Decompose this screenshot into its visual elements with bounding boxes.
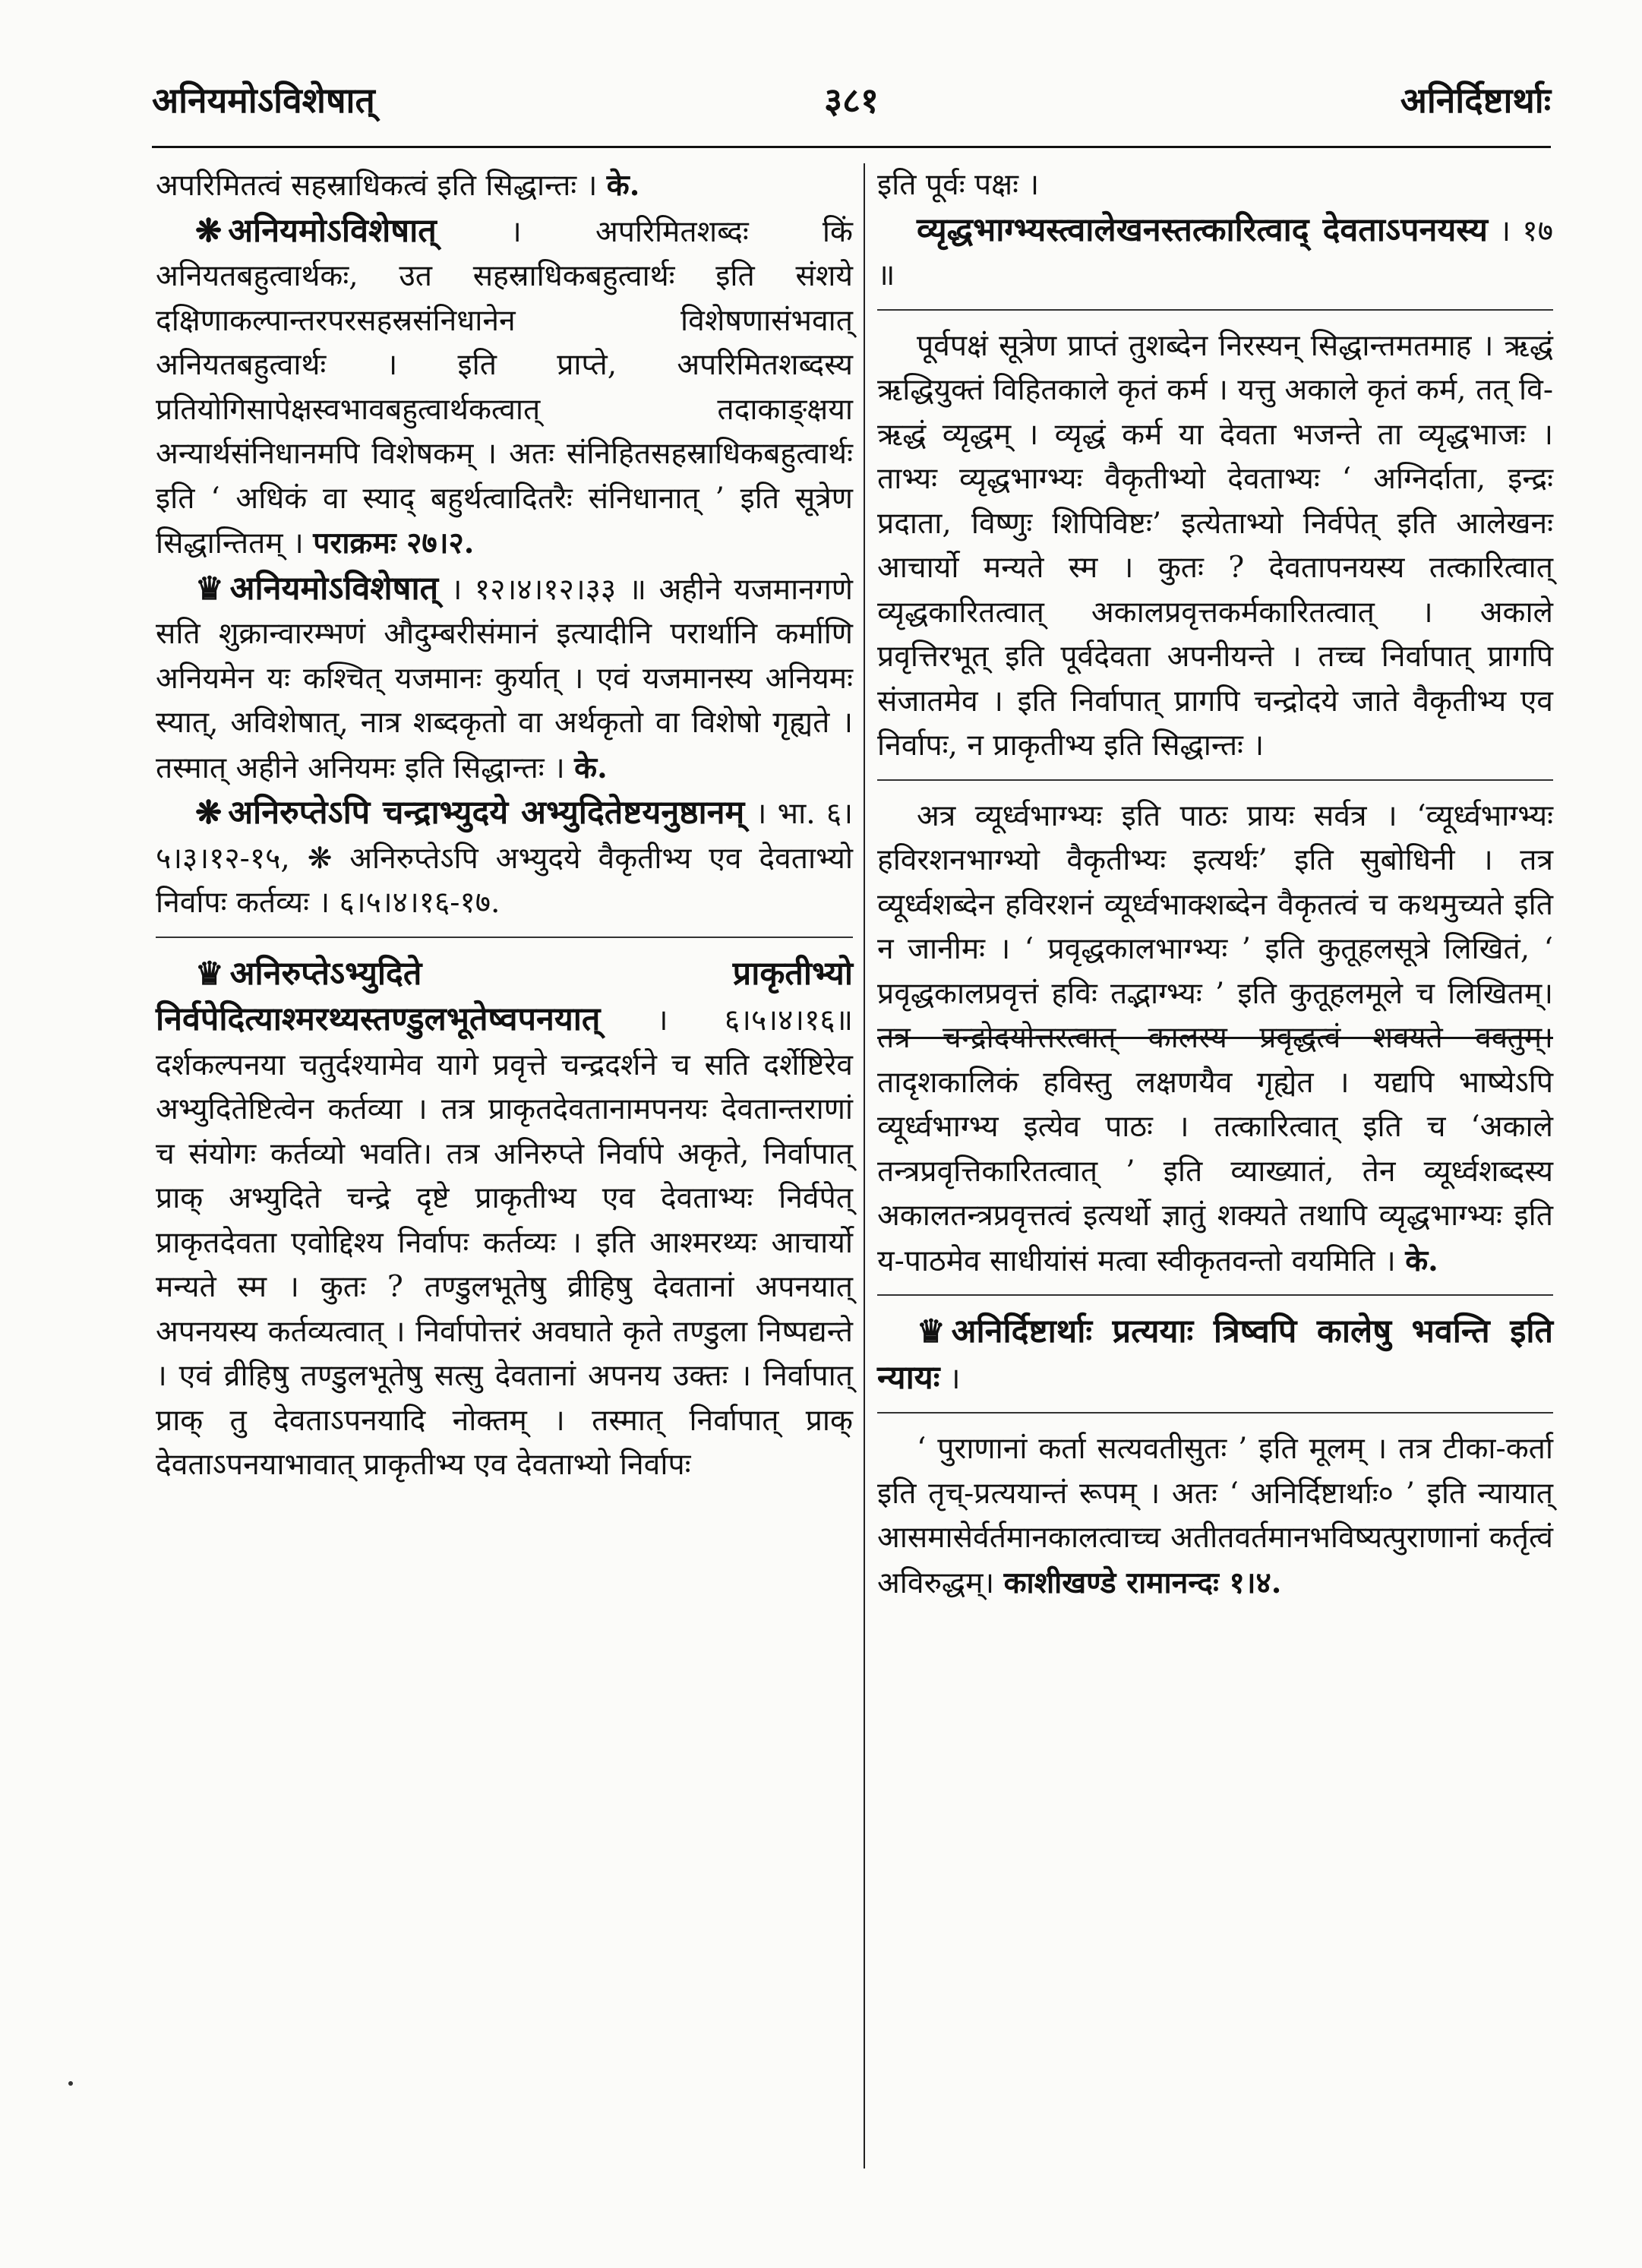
entry-heading: अनिरुप्तेऽभ्युदिते प्राकृतीभ्यो निर्वपेदित्याश्मरथ्यस्तण्डुलभूतेष्वपनयात् [156,954,853,1038]
paragraph [877,1427,1553,1606]
entry-text-continued: तादृशकालिकं हविस्तु लक्षणयैव गृह्येत । यद्यपि भाष्येऽपि व्यूर्ध्वभाग्भ्य इत्येव पाठः । तत्कारित्वात् इति च ‘अकाले तन्त्रप्रवृत्तिकारितत्वात् ’ इति व्याख्यातं, तेन व्यूर्ध्वशब्दस्य अकालतन्त्रप्रवृत्तत्वं इत्यर्थो ज्ञातुं शक्यते तथापि व्यृद्धभाग्भ्यः इति य-पाठमेव साधीयांसं मत्वा स्वीकृतवन्तो वयमिति । [877,1065,1553,1278]
source-reference: के. [606,168,640,203]
text-block [156,209,853,567]
entry-marker-icon: ♛ [917,1312,946,1350]
entry-heading: अनियमोऽविशेषात् [228,211,437,250]
entry-text: । भा. ६।५।३।१२-१५, ❋ अनिरुप्तेऽपि अभ्युदये वैकृतीभ्य एव देवताभ्यो निर्वापः कर्तव्यः । ६।५।४।१६-१७. [156,797,853,920]
entry-text: । १७ ॥ [877,213,1553,292]
struck-text: तत्र चन्द्रोदयोत्तरत्वात् कालस्य प्रवृद्धत्वं शक्यते वक्तुम्। [877,1021,1553,1055]
entry-marker-icon: ❋ [195,211,223,249]
paragraph [877,1309,1553,1401]
text-block [877,794,1553,1284]
paragraph [877,208,1553,299]
section-separator [877,1294,1553,1296]
entry-heading: अनिर्दिष्टार्थाः प्रत्ययाः त्रिष्वपि कालेषु भवन्ति इति न्यायः [877,1312,1553,1397]
entry-text: अपरिमितत्वं सहस्राधिकत्वं इति सिद्धान्तः । [156,169,598,203]
source-reference: पराक्रमः २७।२. [313,526,475,561]
text-block [156,791,853,926]
text-block [156,163,853,209]
entry-heading: अनिरुप्तेऽपि चन्द्राभ्युदये अभ्युदितेष्टयनुष्ठानम् [228,794,745,832]
paragraph [156,209,853,567]
entry-heading: अनियमोऽविशेषात् [229,569,439,608]
right-column [877,163,1553,1606]
text-block [877,208,1553,299]
entry-text: । [949,1361,961,1396]
entry-text: । ६।५।४।१६॥ दर्शकल्पनया चतुर्दश्यामेव यागे प्रवृत्ते चन्द्रदर्शने च सति दर्शेष्टिरेव अभ्युदितेष्टित्वेन कर्तव्या । तत्र प्राकृतदेवतानामपनयः देवतान्तराणां च संयोगः कर्तव्यो भवति। तत्र अनिरुप्ते निर्वापे अकृते, निर्वापात् प्राक् अभ्युदिते चन्द्रे दृष्टे प्राकृतीभ्य एव देवताभ्यः निर्वपेत् प्राकृतदेवता एवोद्दिश्य निर्वापः कर्तव्यः । इति आश्मरथ्यः आचार्यो मन्यते स्म । कुतः ? तण्डुलभूतेषु व्रीहिषु देवतानां अपनयात् अपनयस्य कर्तव्यत्वात् । निर्वापोत्तरं अवघाते कृते तण्डुला निष्पद्यन्ते । एवं व्रीहिषु तण्डुलभूतेषु सत्सु देवतानां अपनय उक्तः । निर्वापात् प्राक् तु देवताऽपनयादि नोक्तम् । तस्मात् निर्वापात् प्राक् देवताऽपनयाभावात् प्राकृतीभ्य एव देवताभ्यो निर्वापः [156,1003,853,1482]
entry-text: । १२।४।१२।३३ ॥ अहीने यजमानगणे सति शुक्रान्वारम्भणं औदुम्बरीसंमानं इत्यादीनि परार्थानि कर्माणि अनियमेन यः कश्चित् यजमानः कुर्यात् । एवं यजमानस्य अनियमः स्यात्, अविशेषात्, नात्र शब्दकृतो वा अर्थकृतो वा विशेषो गृह्यते । तस्मात् अहीने अनियमः इति सिद्धान्तः । [156,572,853,785]
section-separator [877,779,1553,781]
paragraph [156,791,853,926]
entry-text: इति पूर्वः पक्षः । [877,168,1040,202]
section-separator [877,1412,1553,1414]
page-number: ३८१ [824,80,879,121]
paragraph [877,324,1553,769]
text-block [156,567,853,791]
entry-marker-icon: ♛ [195,954,224,992]
entry-text: पूर्वपक्षं सूत्रेण प्राप्तं तुशब्देन निरस्यन् सिद्धान्तमतमाह । ऋद्धं ऋद्धियुक्तं विहितकाले कृतं कर्म । यत्तु अकाले कृतं कर्म, तत् वि-ऋद्धं व्यृद्धम् । व्यृद्धं कर्म या देवता भजन्ते ता व्यृद्धभाजः । ताभ्यः व्यृद्धभाग्भ्यः वैकृतीभ्यो देवताभ्यः ‘ अग्निर्दाता, इन्द्रः प्रदाता, विष्णुः शिपिविष्टः’ इत्येताभ्यो निर्वपेत् इति आलेखनः आचार्यो मन्यते स्म । कुतः ? देवतापनयस्य तत्कारित्वात् व्यृद्धकारितत्वात् अकालप्रवृत्तकर्मकारितत्वात् । अकाले प्रवृत्तिरभूत् इति पूर्वदेवता अपनीयन्ते । तच्च निर्वापात् प्रागपि संजातमेव । इति निर्वापात् प्रागपि चन्द्रोदये जाते वैकृतीभ्य एव निर्वापः, न प्राकृतीभ्य इति सिद्धान्तः । [877,328,1553,763]
source-reference: के. [1405,1243,1438,1278]
ink-speck [68,2081,73,2086]
source-reference: के. [574,750,608,785]
header-rule [152,146,1551,148]
running-header [152,76,1551,137]
entry-heading: व्यृद्धभाग्भ्यस्त्वालेखनस्तत्कारित्वाद् देवताऽपनयस्य [917,210,1488,249]
text-block [877,1427,1553,1606]
paragraph [156,952,853,1488]
section-separator [156,937,853,938]
paragraph [877,794,1553,1284]
text-block [156,952,853,1488]
section-separator [877,309,1553,311]
paragraph [156,163,853,209]
left-column [156,163,853,1488]
paragraph [877,163,1553,208]
header-left-headword: अनियमोऽविशेषात् [152,80,375,121]
entry-text: अत्र व्यूर्ध्वभाग्भ्यः इति पाठः प्रायः सर्वत्र । ‘व्यूर्ध्वभाग्भ्यः हविरशनभाग्भ्यो वैकृतीभ्यः इत्यर्थः’ इति सुबोधिनी । तत्र व्यूर्ध्वशब्देन हविरशनं व्यूर्ध्वभाक्शब्देन वैकृतत्वं च कथमुच्यते इति न जानीमः । ‘ प्रवृद्धकालभाग्भ्यः ’ इति कुतूहलसूत्रे लिखितं, ‘ प्रवृद्धकालप्रवृत्तं हविः तद्भाग्भ्यः ’ इति कुतूहलमूले च लिखितम्। [877,798,1553,1011]
text-block [877,1309,1553,1401]
text-block [877,163,1553,208]
text-block [877,324,1553,769]
entry-marker-icon: ❋ [195,794,223,831]
entry-marker-icon: ♛ [195,569,224,607]
entry-text: ‘ पुराणानां कर्ता सत्यवतीसुतः ’ इति मूलम् । तत्र टीका-कर्ता इति तृच्-प्रत्ययान्तं रूपम् । अतः ‘ अनिर्दिष्टार्थाः० ’ इति न्यायात् आसमासेर्वर्तमानकालत्वाच्च अतीतवर्तमानभविष्यत्पुराणानां कर्तृत्वं अविरुद्धम्। [877,1432,1553,1600]
entry-text: । अपरिमितशब्दः किं अनियतबहुत्वार्थकः, उत सहस्राधिकबहुत्वार्थः इति संशये दक्षिणाकल्पान्तरपरसहस्रसंनिधानेन विशेषणासंभवात् अनियतबहुत्वार्थः । इति प्राप्ते, अपरिमितशब्दस्य प्रतियोगिसापेक्षस्वभावबहुत्वार्थकत्वात् तदाकाङ्क्षया अन्यार्थसंनिधानमपि विशेषकम् । अतः संनिहितसहस्राधिकबहुत्वार्थः इति ‘ अधिकं वा स्याद् बहुर्थत्वादितरैः संनिधानात् ’ इति सूत्रेण सिद्धान्तितम् । [156,214,853,561]
header-right-headword: अनिर्दिष्टार्थाः [1400,80,1551,121]
column-divider [864,163,865,2168]
paragraph [156,567,853,791]
source-reference: काशीखण्डे रामानन्दः १।४. [1003,1565,1282,1600]
